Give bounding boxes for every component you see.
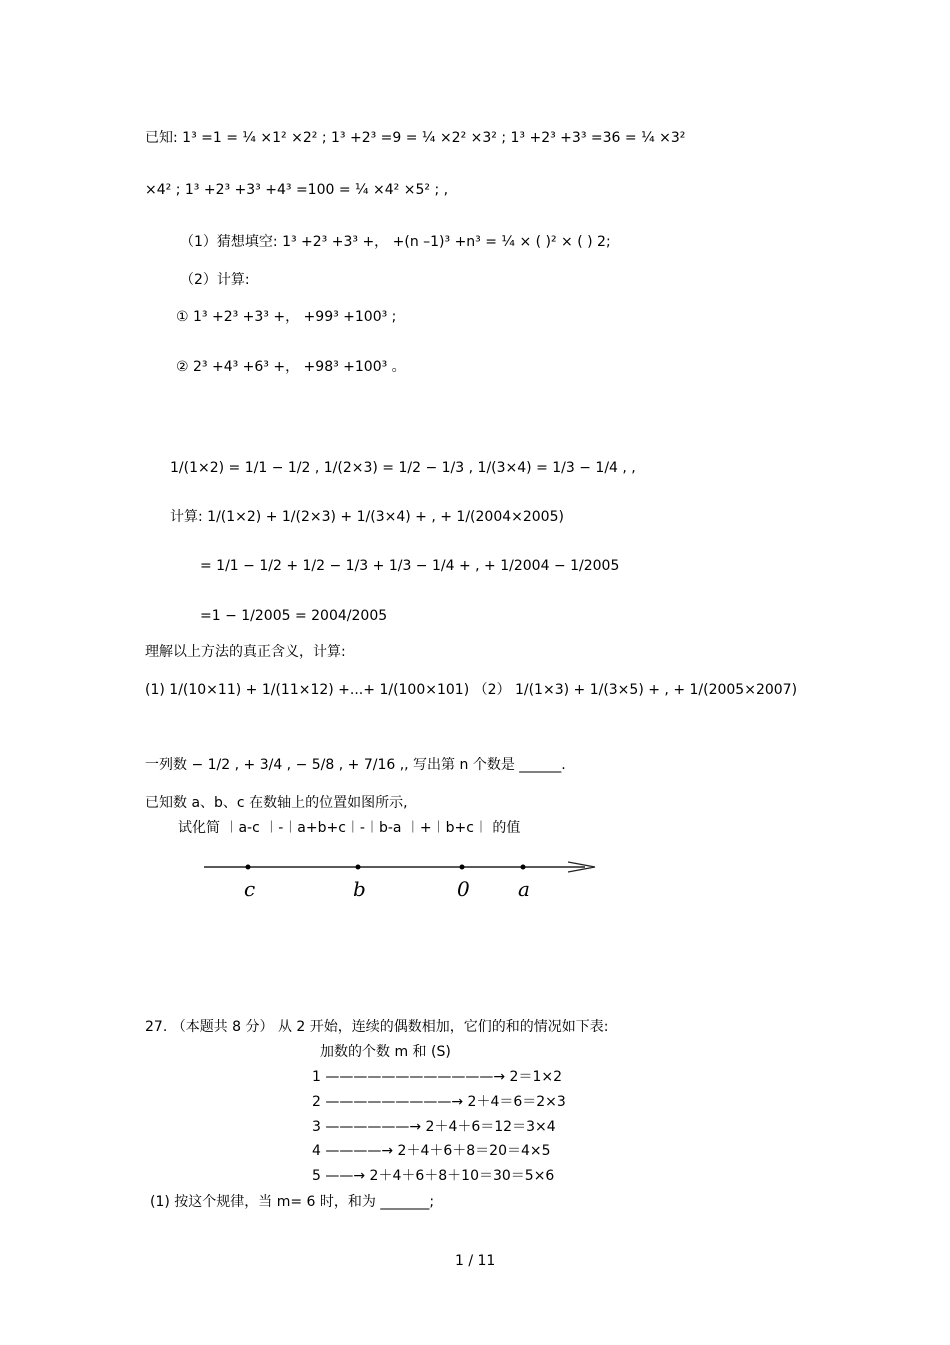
- known-line-2: [145, 180, 448, 200]
- known-line-1: [145, 128, 685, 148]
- result-line: [200, 606, 387, 626]
- label-a: a: [518, 877, 530, 901]
- calc-2: [176, 357, 406, 377]
- abc-question: [145, 793, 408, 813]
- table-row-1: [312, 1068, 562, 1086]
- calc-sum-line: [170, 507, 564, 527]
- table-row-1-text: 1 ————————————→ 2＝1×2: [312, 1069, 562, 1085]
- label-b: b: [353, 877, 366, 901]
- point-b: [356, 865, 361, 870]
- table-row-2: [312, 1093, 566, 1111]
- table-row-4-text: 4 ————→ 2＋4＋6＋8＝20＝4×5: [312, 1143, 551, 1159]
- abc-question-text: 已知数 a、b、c 在数轴上的位置如图所示,: [145, 795, 408, 811]
- table-row-4: [312, 1142, 551, 1160]
- question-1-text: （1）猜想填空: 1³ +2³ +3³ +， +(n –1)³ +n³ = ¼ × ( )² × ( ) 2;: [180, 234, 611, 250]
- expand-line: [200, 556, 619, 576]
- exercise-line: [145, 680, 797, 700]
- telescoping-examples-text: 1/(1×2) = 1/1 − 1/2 , 1/(2×3) = 1/2 − 1/3 , 1/(3×4) = 1/3 − 1/4 , ,: [170, 460, 636, 476]
- known-line-1-text: 已知: 1³ =1 = ¼ ×1² ×2² ; 1³ +2³ =9 = ¼ ×2² ×3² ; 1³ +2³ +3³ =36 = ¼ ×3²: [145, 130, 686, 146]
- sequence-question: [145, 755, 566, 775]
- calc-sum-line-text: 计算: 1/(1×2) + 1/(2×3) + 1/(3×4) + , + 1/(2004×2005): [170, 509, 564, 525]
- simplify-question-text: 试化简 ︱a-c ︱-︱a+b+c︱-︱b-a ︱+︱b+c︱ 的值: [178, 820, 521, 836]
- sequence-question-text: 一列数 − 1/2 , + 3/4 , − 5/8 , + 7/16 ,, 写出第 n 个数是 ______.: [145, 757, 566, 773]
- understand-line: [145, 642, 346, 662]
- page-number: [455, 1252, 495, 1270]
- expand-line-text: = 1/1 − 1/2 + 1/2 − 1/3 + 1/3 − 1/4 + , + 1/2004 − 1/2005: [200, 558, 620, 574]
- table-header-text: 加数的个数 m 和 (S): [320, 1044, 451, 1060]
- q27-heading: [145, 1018, 609, 1036]
- q27-heading-text: 27. （本题共 8 分） 从 2 开始，连续的偶数相加，它们的和的情况如下表:: [145, 1019, 609, 1035]
- table-header: [320, 1043, 451, 1061]
- known-line-2-text: ×4² ; 1³ +2³ +3³ +4³ =100 = ¼ ×4² ×5² ; ,: [145, 182, 449, 198]
- table-row-5: [312, 1167, 554, 1185]
- point-zero: [460, 865, 465, 870]
- understand-line-text: 理解以上方法的真正含义，计算:: [145, 644, 346, 660]
- number-line-svg: [180, 850, 640, 905]
- page-number-text: 1 / 11: [455, 1253, 496, 1269]
- table-row-3-text: 3 ——————→ 2＋4＋6＝12＝3×4: [312, 1119, 556, 1135]
- label-zero: 0: [457, 877, 470, 901]
- number-line-figure: [180, 850, 640, 905]
- simplify-question: [178, 818, 520, 838]
- table-row-5-text: 5 ——→ 2＋4＋6＋8＋10＝30＝5×6: [312, 1168, 555, 1184]
- point-c: [246, 865, 251, 870]
- question-2: [180, 270, 250, 290]
- label-c: c: [244, 877, 256, 901]
- q27-part-1-text: (1) 按这个规律，当 m= 6 时，和为 _______;: [150, 1194, 435, 1210]
- question-2-text: （2）计算:: [180, 272, 250, 288]
- result-line-text: =1 − 1/2005 = 2004/2005: [200, 608, 388, 624]
- table-row-3: [312, 1118, 556, 1136]
- calc-2-text: ② 2³ +4³ +6³ +， +98³ +100³ 。: [176, 359, 406, 375]
- calc-1-text: ① 1³ +2³ +3³ +， +99³ +100³ ;: [176, 309, 397, 325]
- telescoping-examples: [170, 458, 636, 478]
- question-1: [180, 232, 611, 252]
- table-row-2-text: 2 —————————→ 2＋4＝6＝2×3: [312, 1094, 566, 1110]
- exercise-line-text: (1) 1/(10×11) + 1/(11×12) +...+ 1/(100×101) （2） 1/(1×3) + 1/(3×5) + , + 1/(2005×2007): [145, 682, 798, 698]
- point-a: [521, 865, 526, 870]
- q27-part-1: [150, 1193, 434, 1211]
- calc-1: [176, 307, 396, 327]
